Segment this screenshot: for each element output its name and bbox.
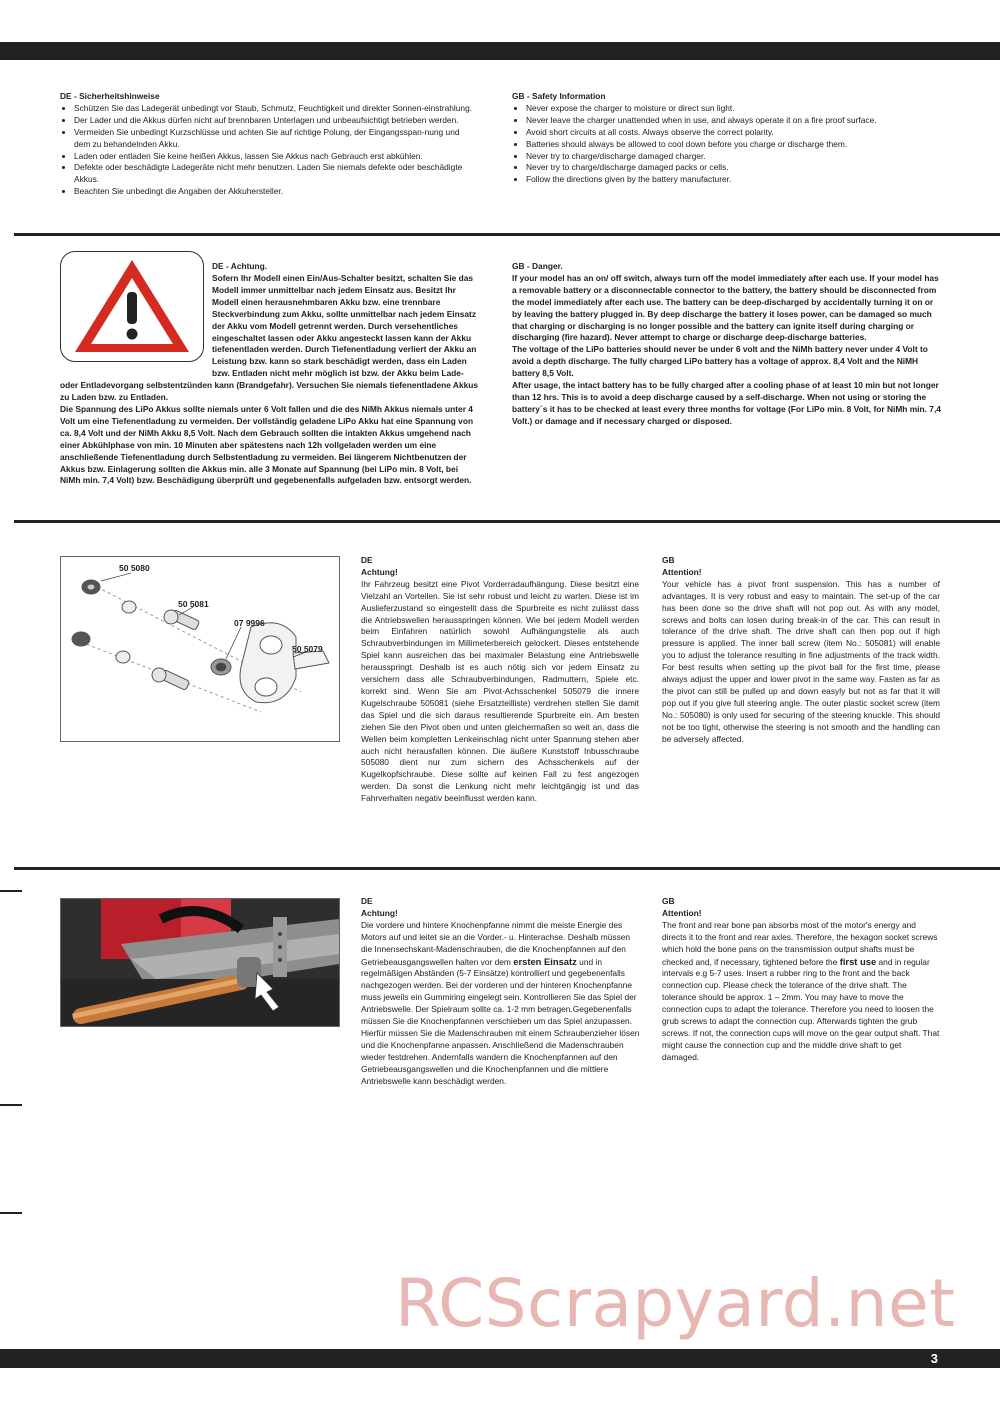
section-divider xyxy=(14,233,1000,236)
safety-de xyxy=(60,91,478,198)
bonepan-gb-title: Attention! xyxy=(662,907,702,918)
list-item: • Never leave the charger unattended when in use, and always operate it on a fire proof surface. xyxy=(526,115,952,127)
pivot-gb-lang: GB xyxy=(662,555,675,565)
list-item: • Batteries should always be allowed to cool down before you charge or discharge them. xyxy=(526,139,952,151)
list-item: • Laden oder entladen Sie keine heißen Akkus, lassen Sie Akkus nach Gebrauch erst abkühlen. xyxy=(74,151,478,163)
bonepan-gb xyxy=(662,896,940,1064)
margin-mark xyxy=(0,890,22,892)
danger-de-text2: Die Spannung des LiPo Akkus sollte niemals unter 6 Volt fallen und die des NiMh Akkus niemals unter 4 Volt um eine Tiefenentladung zu vermeiden. Der vollständig geladene LiPo Akku hat eine Spannung von ca. 8,4 Volt und der NiMh Akku 8,5 Volt. Nach dem Gebrauch sollten die intakten Akkus umgehend nach einer Abkühlphase von min. 10 Minuten aber spätestens nach 12h vollgeladen werden um eine anschließende Tiefenentladung durch Selbstentladung zu vermeiden. Bei längerem Nichtbenutzen der Akkus bzw. Einlagerung sollten die Akkus min. alle 3 Monate auf Spannung (bei LiPo min. 8 Volt, bei NiMh min. 7,4 Volt) bzw. Beschädigung überprüft und gegebenenfalls aufgeladen bzw. entsorgt werden. xyxy=(60,403,474,486)
part-label: 50 5079 xyxy=(292,644,323,654)
section-divider xyxy=(14,520,1000,523)
text-wrap-spacer xyxy=(60,273,212,373)
pivot-de-lang: DE xyxy=(361,555,373,565)
list-item: • Never try to charge/discharge damaged packs or cells. xyxy=(526,162,952,174)
danger-de-title: DE - Achtung. xyxy=(212,261,268,271)
bottom-bar xyxy=(0,1349,1000,1368)
danger-de-text: Sofern Ihr Modell einen Ein/Aus-Schalter besitzt, schalten Sie das Modell immer unmittelbar nach jedem Einsatz aus. Besitzt Ihr Modell einen herausnehmbaren Akku bzw. eine trennbare Steckverbindung zum Akku, sollte unmittelbar nach jedem Einsatz der Akku vom Modell getrennt werden. Durch versehentliches eingeschaltet lassen oder Akku angesteckt lassen kann der Akku tiefenentladen werden. Durch Tiefenentladung verliert der Akku an Leistung bzw. kann so stark beschädigt werden, dass ein Laden bzw. Entladen nicht mehr möglich ist bzw. der Akku beim Lade- oder Entladevorgang selbstentzünden kann (Brandgefahr). Versuchen Sie niemals tiefenentladene Akkus zu Laden bzw. zu Entladen. xyxy=(60,273,479,403)
bonepan-gb-text xyxy=(662,920,940,1064)
bonepan-gb-lang: GB xyxy=(662,896,675,906)
pivot-gb xyxy=(662,555,940,746)
pivot-de-title: Achtung! xyxy=(361,566,398,577)
pivot-gb-text: Your vehicle has a pivot front suspension. This has a number of advantages. It is very robust and easy to maintain. The set-up of the car has been done so the drive shaft will not pop out. As with any model, screws and bolts can losen during break-in of the car. This can result in tolerance of the drive shaft. The drive shaft can then pop out if high pressure is applied. The inner ball screw (item No.: 505081) will enable you to adjust the tolerance resulting in fine adjustments of the track width. For best results when setting up the pivot ball for the first time, please always adjust the upper and lower pivot in the same way. Fasten as far as the pivot can still be pulled up and down easyly but not as far that it will pop out if you give full steering angle. The outer plastic socket screw (item No.: 505080) is only used for securing of the steering knuckle. This should not be too tight, otherwise the steering is not smooth and the handling can be adversely affected. xyxy=(662,578,940,744)
list-item: • Vermeiden Sie unbedingt Kurzschlüsse und achten Sie auf richtige Polung, der Eingangsspan-nung und dem zu behandelnden Akku. xyxy=(74,127,478,151)
safety-gb-list xyxy=(512,103,952,186)
safety-de-list xyxy=(60,103,478,198)
list-item: • Der Lader und die Akkus dürfen nicht auf brennbaren Unterlagen und unbeaufsichtigt betrieben werden. xyxy=(74,115,478,127)
part-label: 50 5080 xyxy=(119,563,150,573)
pivot-parts-drawing xyxy=(61,557,339,741)
emphasis: ersten Einsatz xyxy=(513,955,577,967)
text-part: und in regelmäßigen Abständen (5-7 Einsätze) kontrolliert und gegebenenfalls nachgezogen werden. Bei der vorderen und der hinteren Knochenpfanne muss jeweils ein Gummiring eingelegt sein. Kontrollieren Sie das Spiel der Antriebswelle. Der Spielraum sollte ca. 1-2 mm betragen.Gegebenenfalls müssen Sie die Knochenpfannen verschieben um das Spiel anzupassen. Hierfür müssen Sie die Madenschrauben mit einem Schraubenzieher lösen und die Knochenpfanne anpassen. Anschließend die Madenschrauben wieder festdrehen. Andernfalls wandern die Knochenpfannen auf den Getriebeausgangswellen und die Knochenpfannen und die mittlere Antriebswelle kann beschädigt werden. xyxy=(361,956,640,1086)
list-item: • Follow the directions given by the battery manufacturer. xyxy=(526,174,952,186)
bonepan-de-lang: DE xyxy=(361,896,373,906)
text-part: Die vordere und hintere Knochenpfanne nimmt die meiste Energie des Motors auf und leitet sie an die Vorder.- u. Hinterachse. Deshalb müssen die Innensechskant-Madenschrauben, die die Knochenpfannen auf den Getriebeausgangswellen halten vor dem xyxy=(361,919,631,967)
watermark: RCScrapyard.net xyxy=(395,1265,956,1342)
bonepan-de-title: Achtung! xyxy=(361,907,398,918)
pivot-de-text: Ihr Fahrzeug besitzt eine Pivot Vorderradaufhängung. Diese besitzt eine Vielzahl an Vorteilen. Sie ist sehr robust und leicht zu warten. Diese ist im Auslieferzustand so eingestellt dass die Spurbreite es nicht zulässt dass die Antriebswellen herausspringen können. Wie bei jedem Modell werden beim Einfahren natürlich sowohl Aufhängungsteile als auch Schraubverbindungen im Millimeterbereich gelockert. Dieses entstehende Spiel kann ausreichen das bei maximaler Belastung eine Antriebswelle herausspringt. Deshalb ist es auch nötig sich vor jedem Einsatz zu versichern dass alle Schraubverbindungen, Radmuttern, Spiele etc. korrekt sind. Wenn Sie am Pivot-Achsschenkel 505079 die innere Kugelschraube 505081 (siehe Ersatzteilliste) verdrehen stellen Sie damit das Spiel und die sich daraus resultierende Spurbreite ein. Am besten ziehen Sie den Pivot oben und unten gleichermaßen so weit an, dass die Wellen beim kompletten Lenkeinschlag nicht unter Spannung stehen aber auch nicht herausfallen können. Die äußere Kunststoff Inbusschraube 505080 dient nur zum sichern des Achsschenkels auf der Kugelkopfschraube. Diese sollte auf keinen Fall zu fest angezogen werden. Da sonst die Lenkung nicht mehr leichtgängig ist und das Fahrverhalten negativ beeinflusst werden kann. xyxy=(361,578,639,804)
list-item: • Defekte oder beschädigte Ladegeräte nicht mehr benutzen. Laden Sie niemals defekte oder beschädigte Akkus. xyxy=(74,162,478,186)
emphasis: first use xyxy=(839,955,877,967)
danger-gb-text3: After usage, the intact battery has to be fully charged after a cooling phase of at least 10 min but not longer than 12 hrs. This is to avoid a deep discharge caused by a self-discharge. When not using or storing the battery´s it has to be checked at least every three months for voltage (For LiPo min. 8 Volt, for NiMh min. 7,4 Volt.) or damage and if necessary charged or disposed. xyxy=(512,380,941,426)
bonepan-photo-drawing xyxy=(61,899,339,1026)
margin-mark xyxy=(0,1104,22,1106)
list-item: • Schützen Sie das Ladegerät unbedingt vor Staub, Schmutz, Feuchtigkeit und direkter Sonnen-einstrahlung. xyxy=(74,103,478,115)
part-label: 50 5081 xyxy=(178,599,209,609)
bonepan-photo xyxy=(60,898,340,1027)
danger-gb-text: If your model has an on/ off switch, always turn off the model immediately after each use. If your model has a removable battery or a disconnectable connector to the battery, the battery should be disconnected from the model immediately after each use. The battery can be deep-discharged by accidentally turning it on or by leaving the battery plugged in. By deep discharge the battery it loses power, can be damaged so much that charging or discharging is no longer possible and the battery can ignite itself during charging or discharging (fire hazard). Never attempt to charge or discharge deep-discharge batteries. xyxy=(512,272,939,343)
bonepan-de-text xyxy=(361,920,643,1088)
danger-gb-title: GB - Danger. xyxy=(512,261,563,271)
top-bar xyxy=(0,42,1000,60)
safety-gb-title: GB - Safety Information xyxy=(512,91,606,101)
list-item: • Never try to charge/discharge damaged charger. xyxy=(526,151,952,163)
list-item: • Avoid short circuits at all costs. Always observe the correct polarity. xyxy=(526,127,952,139)
bonepan-de xyxy=(361,896,643,1088)
page-number: 3 xyxy=(930,1351,938,1366)
danger-de-body xyxy=(60,273,480,487)
safety-gb xyxy=(512,91,952,186)
danger-gb-text2: The voltage of the LiPo batteries should never be under 6 volt and the NiMh battery never under 4 Volt to avoid a depth discharge. The fully charged LiPo battery has a voltage of approx. 8,4 Volt and the NiMH battery 8,5 Volt. xyxy=(512,344,928,379)
list-item: • Beachten Sie unbedingt die Angaben der Akkuhersteller. xyxy=(74,186,478,198)
part-label: 07 9996 xyxy=(234,618,265,628)
margin-mark xyxy=(0,1212,22,1214)
pivot-parts-figure xyxy=(60,556,340,742)
section-divider xyxy=(14,867,1000,870)
safety-de-title: DE - Sicherheitshinweise xyxy=(60,91,160,101)
danger-gb xyxy=(512,261,942,428)
pivot-gb-title: Attention! xyxy=(662,566,702,577)
list-item: • Never expose the charger to moisture or direct sun light. xyxy=(526,103,952,115)
text-part: and in regular intervals e.g 5-7 uses. Insert a rubber ring to the front and the back connection cup. Please check the tolerance of the drive shaft. The tolerance should be approx. 1 – 2mm. You may have to move the connection cups to adapt the tolerance. Therefore you need to loosen the grub screws to adapt the connection cup. Afterwards tighten the grub screws. If not, the connection cups will move on the gear output shaft. That might cause the connection cup and the middle drive shaft to get damaged. xyxy=(662,956,940,1062)
pivot-de xyxy=(361,555,639,805)
text-part: The front and rear bone pan absorbs most of the motor's energy and directs it to the front and rear axles. Therefore, the hexagon socket screws which hold the bone pans on the transmission output shafts must be checked and, if necessary, tightened before the xyxy=(662,919,938,967)
